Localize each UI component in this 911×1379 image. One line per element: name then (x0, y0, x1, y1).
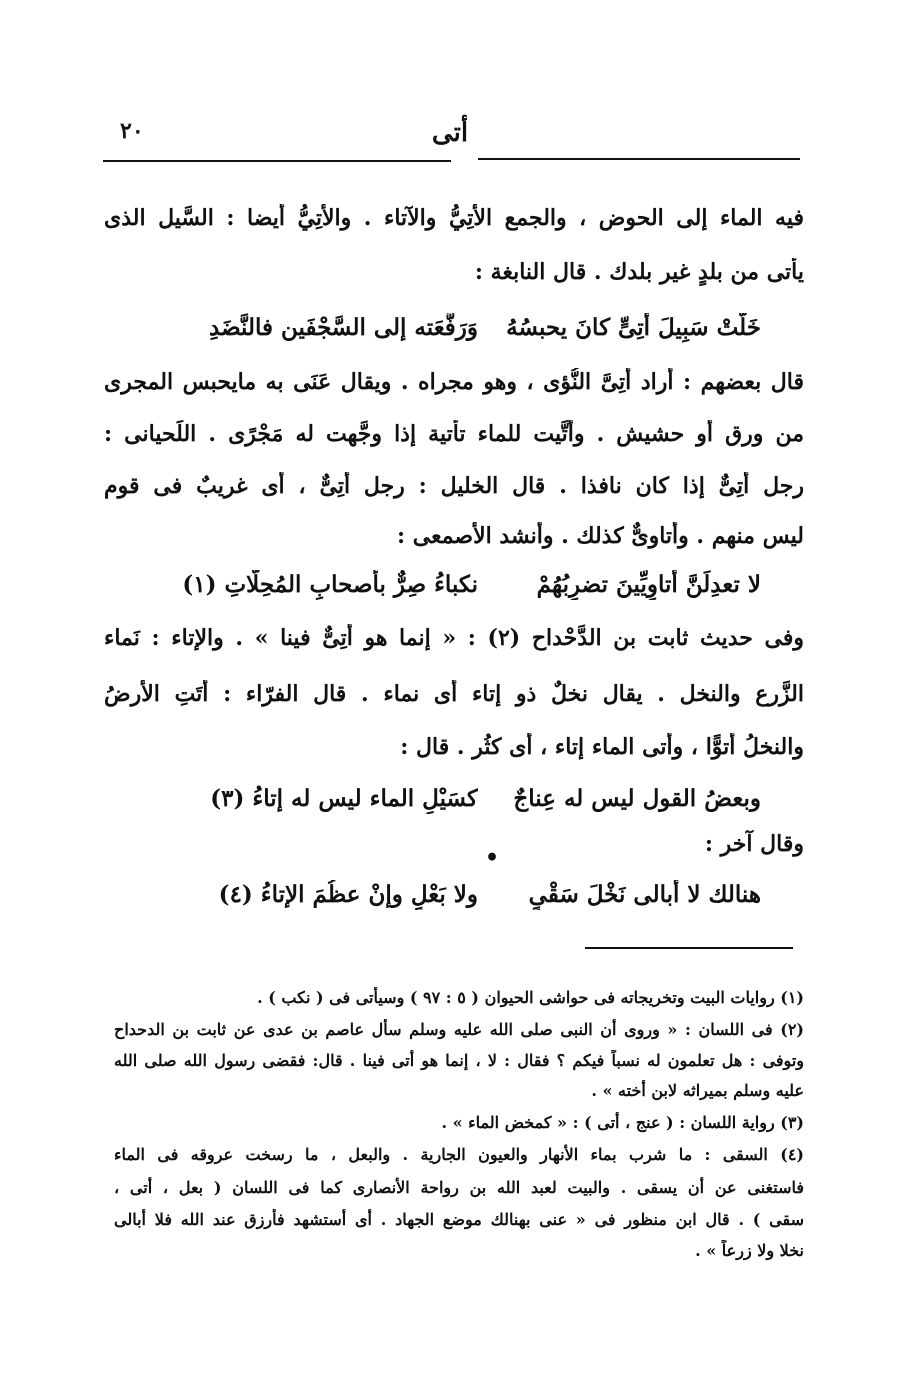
footnote-rule (585, 947, 793, 949)
footnote-line: (١) روايات البيت وتخريجاته فى حواشى الحيوان ( ٥ : ٩٧ ) وسيأتى فى ( نكب ) . (257, 988, 804, 1007)
body-line: والنخلُ أتوًّا ، وأتى الماء إتاء ، أى كثُر . قال : (400, 734, 804, 760)
footnote-line: (٢) فى اللسان : « وروى أن النبى صلى الله عليه وسلم سأل عاصم بن عدى عن ثابت بن الدحداح (114, 1020, 804, 1039)
footnote-line: (٤) السقى : ما شرب بماء الأنهار والعيون الجارية . والبعل ، ما رسخت عروقه فى الماء (114, 1145, 804, 1164)
body-line: وفى حديث ثابت بن الدَّحْداح (٢) : « إنما هو أتِىٌّ فينا » . والإتاء : نَماء (104, 625, 804, 651)
verse-hemistich-left: ولا بَعْلٍ وإنْ عظُمَ الإتاءُ (٤) (218, 881, 478, 908)
header-rule-left (103, 160, 451, 162)
verse-hemistich-left: وَرَفَّعَته إلى السَّجْفَين فالنَّضَدِ (209, 314, 478, 341)
body-line: وقال آخر : (704, 831, 804, 857)
body-line: يأتى من بلدٍ غير بلدك . قال النابغة : (474, 259, 804, 285)
header-rule-right (478, 158, 800, 160)
footnote-line: عليه وسلم بميراثه لابن أخته » . (591, 1081, 804, 1100)
footnote-line: (٣) رواية اللسان : ( عنج ، أتى ) : « كمخض الماء » . (441, 1113, 804, 1132)
body-line: قال بعضهم : أراد أتِىَّ النُّؤى ، وهو مجراه . ويقال عَنَى به مايحبس المجرى (104, 369, 804, 395)
verse-hemistich-right: هنالك لا أبالى نَخْلَ سَقْىٍ (528, 881, 761, 908)
footnote-line: فاستغنى عن أن يسقى . والبيت لعبد الله بن رواحة الأنصارى كما فى اللسان ( بعل ، أتى ، (114, 1178, 804, 1197)
body-line: رجل أتِىٌّ إذا كان نافذا . قال الخليل : رجل أتِىٌّ ، أى غريبٌ فى قوم (104, 473, 804, 499)
footnote-line: نخلا ولا زرعاً » . (695, 1241, 804, 1260)
footnote-line: سقى ) . قال ابن منظور فى « عنى بهنالك موضع الجهاد . أى أستشهد فأرزق عند الله فلا أبالى (114, 1210, 804, 1229)
footnote-line: وتوفى : هل تعلمون له نسباً فيكم ؟ فقال : لا ، إنما هو أتى فينا . قال: فقضى رسول الله صلى الله (114, 1051, 804, 1070)
page-number: ٢٠ (120, 118, 144, 144)
verse-hemistich-right: وبعضُ القول ليس له عِناجٌ (513, 785, 761, 812)
verse-hemistich-right: خَلَّتْ سَبِيلَ أتِىٍّ كانَ يحبسُهُ (506, 314, 761, 341)
body-line: الزَّرع والنخل . يقال نخلٌ ذو إتاء أى نماء . قال الفرّاء : أتَتِ الأرضُ (104, 681, 804, 707)
page-mark: • (485, 845, 500, 871)
verse-hemistich-left: نكباءُ صِرٌّ بأصحابِ المُحِلّاتِ (١) (182, 571, 478, 598)
entry-headword: أتى (431, 118, 469, 148)
body-line: فيه الماء إلى الحوض ، والجمع الأُتِيُّ والآتاء . والأَتِيُّ أيضا : السَّيل الذى (104, 205, 804, 231)
body-line: ليس منهم . وأتاوىٌّ كذلك . وأنشد الأصمعى : (396, 523, 804, 549)
body-line: من ورق أو حشيش . وأتَّيت للماء تأتية إذا وجَّهت له مَجْرًى . اللِّحيانى : (104, 421, 804, 447)
verse-hemistich-right: لا تعدِلَنَّ أتاوِيِّينَ تضرِبُهُمْ (536, 571, 761, 598)
verse-hemistich-left: كسَيْلِ الماء ليس له إتاءُ (٣) (210, 785, 478, 812)
